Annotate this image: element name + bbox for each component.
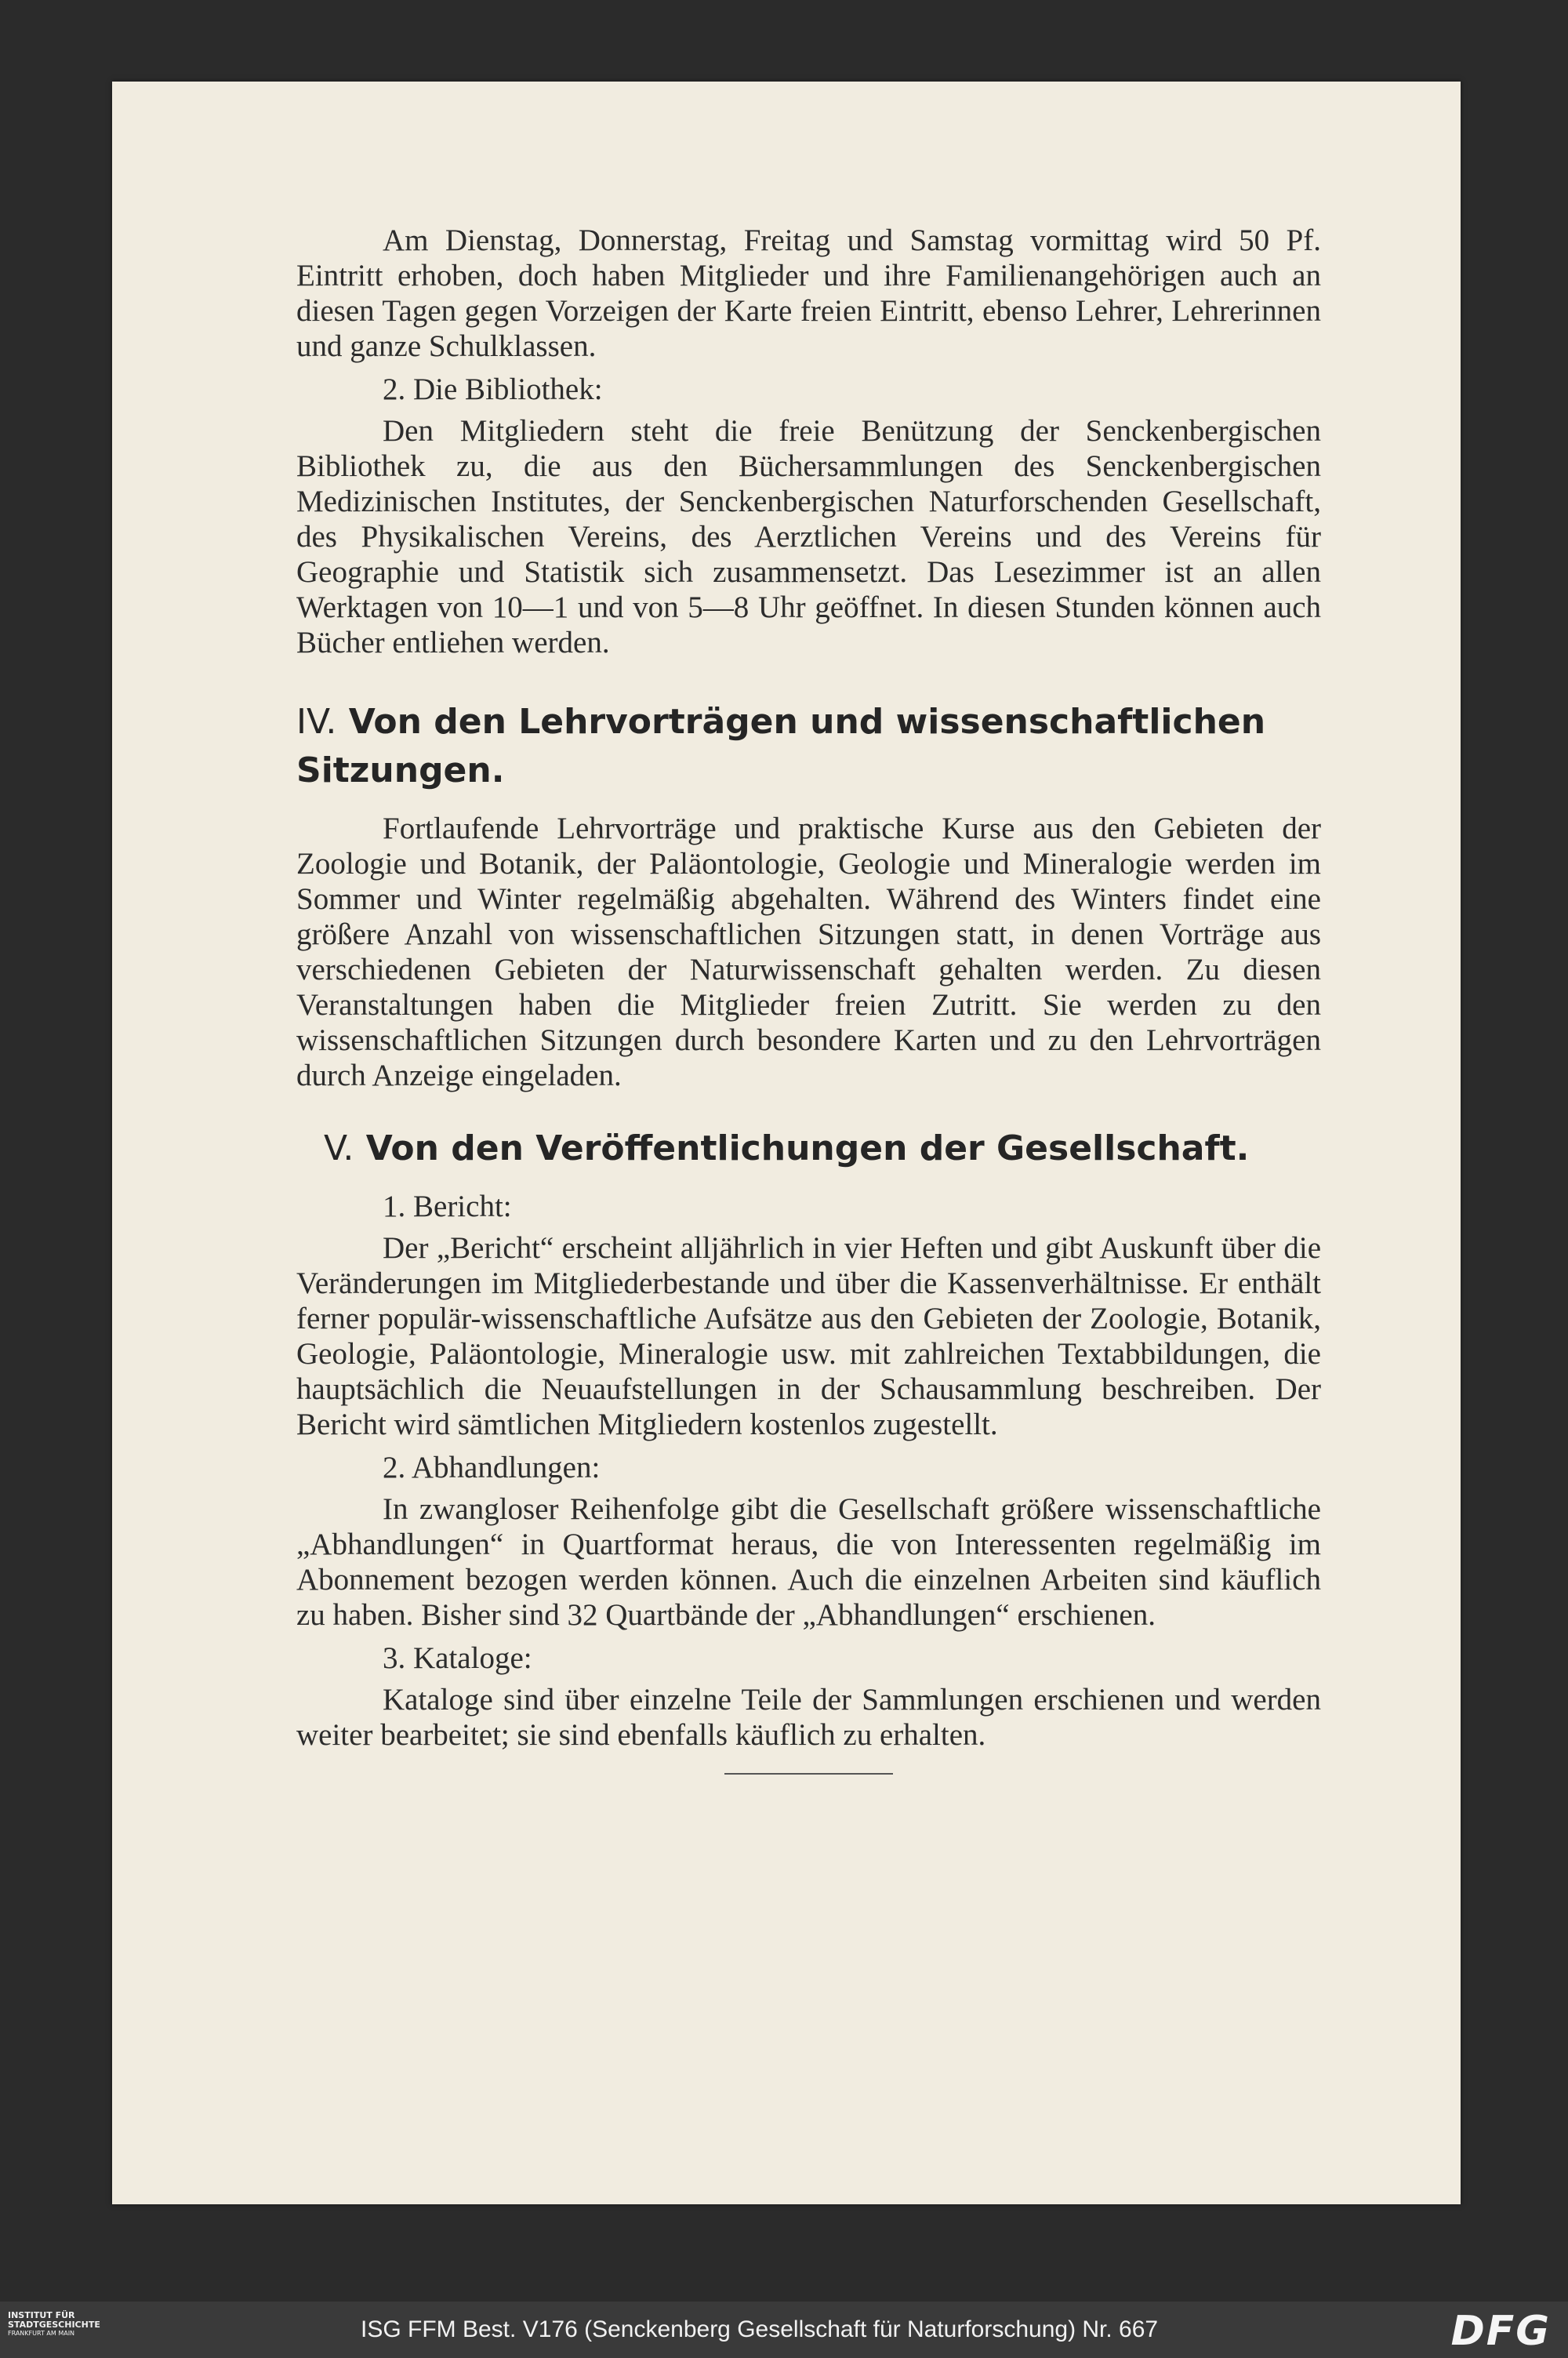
institute-line-3: FRANKFURT AM MAIN (8, 2330, 75, 2337)
paragraph-eintritt: Am Dienstag, Donnerstag, Freitag und Samstag vormittag wird 50 Pf. Eintritt erhoben, doch haben Mitglieder und ihre Familienangehörigen auch an diesen Tagen gegen Vorzeigen der Karte freien Eintritt, ebenso Lehrer, Lehrerinnen und ganze Schulklassen. (296, 223, 1321, 363)
subheading-bericht: 1. Bericht: (383, 1190, 512, 1223)
section-heading-v (296, 1125, 1321, 1173)
institute-line-2: STADTGESCHICHTE (8, 2320, 100, 2330)
paragraph-abhandlungen: In zwangloser Reihenfolge gibt die Gesellschaft größere wissenschaftliche „Abhandlungen“ in Quartformat heraus, die von Interessenten regelmäßig im Abonnement bezogen werden können. Auch die einzelnen Arbeiten sind käuflich zu haben. Bisher sind 32 Quartbände der „Abhandlungen“ erschienen. (296, 1492, 1321, 1632)
institute-logo (8, 2311, 100, 2338)
paragraph-bibliothek: Den Mitgliedern steht die freie Benützung der Senckenbergischen Bibliothek zu, die aus den Büchersammlungen des Senckenbergischen Medizinischen Institutes, der Senckenbergischen Naturforschenden Gesellschaft, des Physikalischen Vereins, des Aerztlichen Vereins und des Vereins für Geographie und Statistik sich zusammensetzt. Das Lesezimmer ist an allen Werktagen von 10—1 und von 5—8 Uhr geöffnet. In diesen Stunden können auch Bücher entliehen werden. (296, 414, 1321, 659)
section-heading-iv (296, 698, 1321, 795)
archive-footer-bar (0, 2302, 1568, 2358)
section-number-v: V. (324, 1128, 354, 1168)
closing-rule (724, 1773, 893, 1775)
institute-line-1: INSTITUT FÜR (8, 2310, 75, 2320)
subheading-abhandlungen: 2. Abhandlungen: (383, 1451, 601, 1484)
section-title-iv: Von den Lehrvorträgen und wissenschaftlichen Sitzungen. (296, 702, 1266, 790)
paragraph-bericht: Der „Bericht“ erscheint alljährlich in vier Heften und gibt Auskunft über die Veränderungen im Mitgliederbestande und über die Kassenverhältnisse. Er enthält ferner populär-wissenschaftliche Aufsätze aus den Gebieten der Zoologie, Botanik, Geologie, Paläontologie, Mineralogie usw. mit zahlreichen Textabbildungen, die hauptsächlich die Neuaufstellungen in der Schausammlung beschreiben. Der Bericht wird sämtlichen Mitgliedern kostenlos zugestellt. (296, 1231, 1321, 1441)
paragraph-kataloge: Kataloge sind über einzelne Teile der Sammlungen erschienen und werden weiter bearbeitet; sie sind ebenfalls käuflich zu erhalten. (296, 1683, 1321, 1752)
subheading-kataloge: 3. Kataloge: (383, 1641, 532, 1675)
section-number-iv: IV. (296, 702, 337, 742)
archive-caption: ISG FFM Best. V176 (Senckenberg Gesellschaft für Naturforschung) Nr. 667 (361, 2316, 1159, 2342)
subheading-bibliothek: 2. Die Bibliothek: (383, 372, 603, 406)
dfg-logo: DFG (1450, 2308, 1551, 2355)
section-title-v: Von den Veröffentlichungen der Gesellschaft. (365, 1128, 1250, 1168)
paragraph-lehrvortraege: Fortlaufende Lehrvorträge und praktische Kurse aus den Gebieten der Zoologie und Botanik, der Paläontologie, Geologie und Mineralogie werden im Sommer und Winter regelmäßig abgehalten. Während des Winters findet eine größere Anzahl von wissenschaftlichen Sitzungen statt, in denen Vorträge aus verschiedenen Gebieten der Naturwissenschaft gehalten werden. Zu diesen Veranstaltungen haben die Mitglieder freien Zutritt. Sie werden zu den wissenschaftlichen Sitzungen durch besondere Karten und zu den Lehrvorträgen durch Anzeige eingeladen. (296, 812, 1321, 1092)
page-content (296, 223, 1321, 1775)
document-page (112, 82, 1461, 2204)
